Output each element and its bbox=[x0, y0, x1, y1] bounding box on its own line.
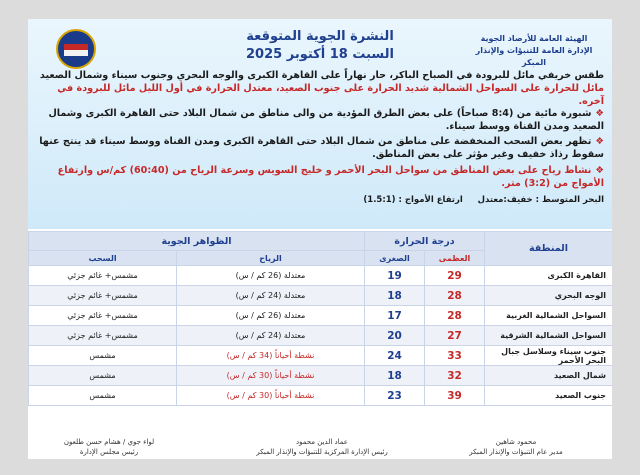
signature-role: رئيس الإدارة المركزية للتنبؤات والإنذار المبكر bbox=[256, 448, 388, 456]
table-row bbox=[29, 366, 613, 386]
max-temp-cell: 39 bbox=[425, 386, 485, 406]
bulletin-title: النشرة الجوية المتوقعة bbox=[246, 29, 394, 44]
signatures-footer bbox=[28, 435, 612, 459]
waves-text: ارتفاع الأمواج : (1.5:1) bbox=[363, 195, 463, 205]
min-temp-cell: 17 bbox=[365, 306, 425, 326]
region-header: المنطقة bbox=[485, 232, 613, 266]
max-temp-cell: 28 bbox=[425, 286, 485, 306]
min-temp-cell: 18 bbox=[365, 286, 425, 306]
signature-role: رئيس مجلس الإدارة bbox=[79, 448, 139, 456]
bullet-icon: ❖ bbox=[595, 108, 604, 119]
wind-cell: نشطة أحياناً (34 كم / س) bbox=[177, 346, 365, 366]
region-cell: الوجه البحري bbox=[485, 286, 613, 306]
forecast-table bbox=[28, 231, 612, 406]
signature-role: مدير عام التنبؤات والإنذار المبكر bbox=[469, 448, 563, 456]
signature-central-head bbox=[232, 437, 412, 457]
min-temp-cell: 20 bbox=[365, 326, 425, 346]
region-cell: شمال الصعيد bbox=[485, 366, 613, 386]
authority-department: الإدارة العامة للتنبؤات والإنذار المبكر bbox=[475, 46, 593, 67]
authority-name: الهيئة العامة للأرصاد الجوية bbox=[480, 34, 588, 43]
signature-name: محمود شاهين bbox=[495, 438, 537, 446]
signature-name: عماد الدين محمود bbox=[295, 438, 348, 446]
clouds-cell: مشمس bbox=[29, 346, 177, 366]
intro-line-2: مائل للحرارة على السواحل الشمالية شديد الحرارة على جنوب الصعيد، معتدل الحرارة في أول الليل مائل للبرودة في آخره. bbox=[57, 83, 604, 107]
temperature-header: درجة الحرارة bbox=[365, 232, 485, 251]
fog-item bbox=[36, 107, 604, 133]
ema-logo-icon bbox=[56, 29, 96, 69]
max-temp-cell: 33 bbox=[425, 346, 485, 366]
table-row bbox=[29, 286, 613, 306]
clouds-item bbox=[36, 135, 604, 161]
bulletin-date: السبت 18 أكتوبر 2025 bbox=[246, 47, 394, 62]
region-cell: جنوب سيناء وسلاسل جبال البحر الأحمر bbox=[485, 346, 613, 366]
sea-state bbox=[36, 194, 604, 207]
table-row bbox=[29, 266, 613, 286]
clouds-cell: مشمس bbox=[29, 366, 177, 386]
min-temp-header: الصغرى bbox=[365, 251, 425, 266]
wind-cell: معتدلة (26 كم / س) bbox=[177, 306, 365, 326]
winds-item bbox=[36, 164, 604, 190]
max-temp-cell: 27 bbox=[425, 326, 485, 346]
region-cell: جنوب الصعيد bbox=[485, 386, 613, 406]
table-row bbox=[29, 346, 613, 366]
wind-cell: نشطة أحياناً (30 كم / س) bbox=[177, 386, 365, 406]
intro-line-1: طقس خريفي مائل للبرودة في الصباح الباكر، حار نهاراً على القاهرة الكبرى والوجه البحري وجنوب سيناء وشمال الصعيد bbox=[39, 70, 604, 81]
table-row bbox=[29, 386, 613, 406]
fog-text: شبورة مائية من (8:4 صباحاً) على بعض الطرق المؤدية من والى مناطق من شمال البلاد حتى القاهرة الكبرى وشمال الصعيد ومدن القناة ووسط سيناء. bbox=[48, 108, 604, 132]
authority-block bbox=[464, 33, 604, 69]
wind-cell: معتدلة (26 كم / س) bbox=[177, 266, 365, 286]
clouds-cell: مشمس+ غائم جزئي bbox=[29, 286, 177, 306]
max-temp-cell: 32 bbox=[425, 366, 485, 386]
weather-bulletin-page bbox=[28, 19, 612, 459]
sea-state-text: البحر المتوسط : خفيف:معتدل bbox=[477, 195, 604, 205]
min-temp-cell: 23 bbox=[365, 386, 425, 406]
clouds-cell: مشمس+ غائم جزئي bbox=[29, 266, 177, 286]
bullet-icon: ❖ bbox=[595, 136, 604, 147]
min-temp-cell: 18 bbox=[365, 366, 425, 386]
clouds-cell: مشمس+ غائم جزئي bbox=[29, 326, 177, 346]
wind-cell: معتدلة (24 كم / س) bbox=[177, 326, 365, 346]
winds-text: نشاط رياح على بعض المناطق من سواحل البحر الأحمر و خليج السويس وسرعة الرياح من (60:40) كم/س وارتفاع الأمواج من (3:2) متر. bbox=[57, 165, 604, 189]
region-cell: السواحل الشمالية الغربية bbox=[485, 306, 613, 326]
wind-cell: معتدلة (24 كم / س) bbox=[177, 286, 365, 306]
min-temp-cell: 24 bbox=[365, 346, 425, 366]
clouds-text: تظهر بعض السحب المنخفضة على مناطق من شمال البلاد حتى القاهرة الكبرى ومدن القناة ووسط سيناء قد ينتج عنها سقوط رذاذ خفيف وغير مؤثر على بعض المناطق. bbox=[39, 136, 604, 160]
wind-cell: نشطة أحياناً (30 كم / س) bbox=[177, 366, 365, 386]
intro-paragraph bbox=[36, 69, 604, 108]
bulletin-panel bbox=[28, 19, 612, 229]
signature-chairman bbox=[34, 437, 184, 457]
table-row bbox=[29, 306, 613, 326]
phenomena-header: الظواهر الجوية bbox=[29, 232, 365, 251]
table-row bbox=[29, 326, 613, 346]
bullet-icon: ❖ bbox=[595, 165, 604, 176]
clouds-cell: مشمس+ غائم جزئي bbox=[29, 306, 177, 326]
max-temp-header: العظمى bbox=[425, 251, 485, 266]
region-cell: القاهرة الكبرى bbox=[485, 266, 613, 286]
signature-forecast-director bbox=[426, 437, 606, 457]
max-temp-cell: 29 bbox=[425, 266, 485, 286]
wind-header: الرياح bbox=[177, 251, 365, 266]
signature-name: لواء جوي / هشام حسن طلعون bbox=[63, 438, 155, 446]
clouds-cell: مشمس bbox=[29, 386, 177, 406]
max-temp-cell: 28 bbox=[425, 306, 485, 326]
clouds-header: السحب bbox=[29, 251, 177, 266]
min-temp-cell: 19 bbox=[365, 266, 425, 286]
region-cell: السواحل الشمالية الشرقية bbox=[485, 326, 613, 346]
